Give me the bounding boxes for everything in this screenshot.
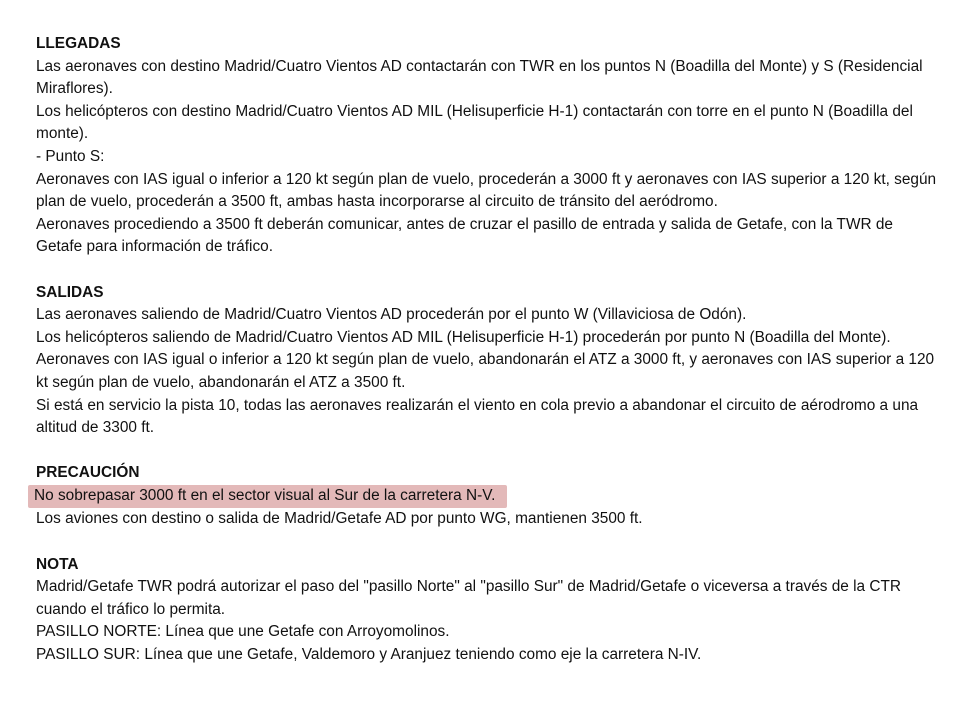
precaucion-highlight-line	[36, 485, 941, 509]
llegadas-paragraph: - Punto S:	[36, 147, 105, 165]
highlighted-warning: No sobrepasar 3000 ft en el sector visual al Sur de la carretera N-V.	[28, 485, 507, 509]
section-title-nota: NOTA	[36, 555, 79, 573]
llegadas-paragraph: Las aeronaves con destino Madrid/Cuatro Vientos AD contactarán con TWR en los puntos N (Boadilla del Monte) y S (Residencial Miraflores).	[36, 57, 923, 98]
llegadas-paragraph: Aeronaves procediendo a 3500 ft deberán comunicar, antes de cruzar el pasillo de entrada y salida de Getafe, con la TWR de Getafe para información de tráfico.	[36, 215, 893, 256]
section-title-llegadas: LLEGADAS	[36, 35, 121, 52]
nota-paragraph: PASILLO SUR: Línea que une Getafe, Valdemoro y Aranjuez teniendo como eje la carretera N-IV.	[36, 646, 702, 664]
document-body	[36, 33, 941, 667]
section-spacer	[36, 440, 941, 463]
llegadas-paragraph: Aeronaves con IAS igual o inferior a 120 kt según plan de vuelo, procederán a 3000 ft y aeronaves con IAS superior a 120 kt, según plan de vuelo, procederán a 3500 ft, ambas hasta incorporarse al circuito de tránsito del aeródromo.	[36, 170, 937, 211]
nota-paragraph: PASILLO NORTE: Línea que une Getafe con Arroyomolinos.	[36, 623, 450, 641]
salidas-paragraph: Si está en servicio la pista 10, todas las aeronaves realizarán el viento en cola previo a abandonar el circuito de aérodromo a una altitud de 3300 ft.	[36, 396, 919, 437]
salidas-paragraph: Aeronaves con IAS igual o inferior a 120 kt según plan de vuelo, abandonarán el ATZ a 3000 ft, y aeronaves con IAS superior a 120 kt según plan de vuelo, abandonarán el ATZ a 3500 ft.	[36, 351, 935, 391]
salidas-paragraph: Los helicópteros saliendo de Madrid/Cuatro Vientos AD MIL (Helisuperficie H-1) procederán por punto N (Boadilla del Monte).	[36, 328, 891, 346]
nota-paragraph: Madrid/Getafe TWR podrá autorizar el paso del "pasillo Norte" al "pasillo Sur" de Madrid/Getafe o viceversa a través de la CTR cuando el tráfico lo permita.	[36, 578, 902, 618]
llegadas-paragraph: Los helicópteros con destino Madrid/Cuatro Vientos AD MIL (Helisuperficie H-1) contactarán con torre en el punto N (Boadilla del monte).	[36, 102, 913, 143]
precaucion-paragraph: Los aviones con destino o salida de Madrid/Getafe AD por punto WG, mantienen 3500 ft.	[36, 510, 643, 528]
section-spacer	[36, 531, 941, 554]
section-spacer	[36, 259, 941, 282]
salidas-paragraph: Las aeronaves saliendo de Madrid/Cuatro Vientos AD procederán por el punto W (Villaviciosa de Odón).	[36, 306, 747, 324]
section-title-precaucion: PRECAUCIÓN	[36, 464, 140, 482]
section-title-salidas: SALIDAS	[36, 283, 104, 301]
